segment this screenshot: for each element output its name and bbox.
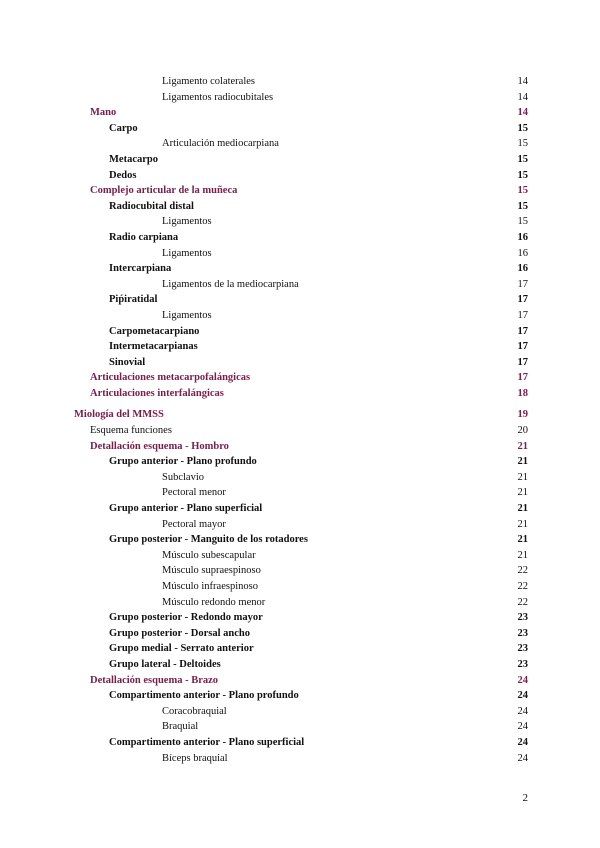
toc-entry-page: 15 [517,216,528,228]
toc-entry[interactable] [0,183,600,199]
toc-entry-title[interactable]: Carpo [109,122,138,134]
toc-entry[interactable] [0,386,600,402]
toc-entry-page: 23 [517,658,528,670]
toc-entry[interactable] [0,751,600,767]
toc-entry-page: 22 [517,596,528,608]
toc-entry-page: 21 [517,440,528,452]
toc-entry-title[interactable]: Subclavio [162,471,204,483]
toc-entry[interactable] [0,563,600,579]
toc-entry[interactable] [0,610,600,626]
toc-entry-title[interactable]: Piṕiratidal [109,294,158,306]
toc-entry[interactable] [0,735,600,751]
toc-entry-title[interactable]: Pectoral mayor [162,518,226,530]
toc-entry-title[interactable]: Intercarpiana [109,263,172,275]
toc-entry-title[interactable]: Compartimento anterior - Plano superficial [109,736,305,748]
toc-entry-page: 24 [517,705,528,717]
toc-entry[interactable] [0,579,600,595]
page-number: 2 [522,792,528,804]
toc-entry-page: 15 [517,138,528,150]
toc-entry-page: 17 [517,278,528,290]
toc-entry-page: 23 [517,643,528,655]
toc-entry[interactable] [0,152,600,168]
toc-entry-page: 16 [517,231,528,243]
toc-entry-title[interactable]: Sinovial [109,356,146,368]
toc-entry-title[interactable]: Músculo subescapular [162,549,256,561]
toc-entry-page: 21 [517,487,528,499]
toc-entry-title[interactable]: Dedos [109,169,137,181]
toc-entry-page: 16 [517,247,528,259]
toc-entry-title[interactable]: Grupo posterior - Dorsal ancho [109,627,250,639]
toc-entry-page: 24 [517,752,528,764]
toc-entry[interactable] [0,308,600,324]
toc-entry[interactable] [0,657,600,673]
toc-entry[interactable] [0,105,600,121]
toc-entry-title[interactable]: Ligamentos [162,216,212,228]
toc-entry-page: 14 [517,76,528,87]
toc-entry-title[interactable]: Grupo lateral - Deltoides [109,658,221,670]
toc-entry-title[interactable]: Compartimento anterior - Plano profundo [109,690,299,702]
toc-entry[interactable] [0,673,600,689]
toc-entry-page: 19 [517,409,528,421]
toc-entry[interactable] [0,246,600,262]
toc-entry-title[interactable]: Detallación esquema - Brazo [90,674,219,686]
toc-entry-page: 23 [517,612,528,624]
toc-entry-page: 18 [517,387,528,399]
toc-entry-title[interactable]: Grupo anterior - Plano superficial [109,503,263,515]
toc-entry-page: 15 [517,122,528,134]
toc-entry[interactable] [0,501,600,517]
toc-entry-page: 24 [517,736,528,748]
toc-entry-page: 15 [517,200,528,212]
toc-entry-page: 15 [517,153,528,165]
toc-entry[interactable] [0,136,600,152]
toc-entry-title[interactable]: Grupo medial - Serrato anterior [109,643,254,655]
toc-entry-title[interactable]: Ligamentos de la mediocarpiana [162,278,299,290]
toc-entry[interactable] [0,214,600,230]
toc-entry-title[interactable]: Intermetacarpianas [109,341,198,353]
toc-entry[interactable] [0,688,600,704]
table-of-contents [0,74,600,766]
toc-entry-title[interactable]: Articulaciones metacarpofalángicas [90,372,251,384]
toc-entry-page: 23 [517,627,528,639]
toc-entry-title[interactable]: Músculo supraespinoso [162,565,261,577]
toc-entry[interactable] [0,261,600,277]
toc-entry-title[interactable]: Radiocubital distal [109,200,194,212]
toc-entry-page: 24 [517,721,528,733]
toc-entry-title[interactable]: Esquema funciones [90,425,172,437]
toc-entry-page: 17 [517,294,528,306]
toc-entry[interactable] [0,277,600,293]
toc-entry-page: 17 [517,356,528,368]
toc-entry[interactable] [0,199,600,215]
toc-entry[interactable] [0,532,600,548]
toc-entry[interactable] [0,423,600,439]
toc-entry[interactable] [0,230,600,246]
toc-entry-title[interactable]: Músculo infraespinoso [162,581,258,592]
toc-entry-title[interactable]: Mano [90,107,117,119]
toc-entry[interactable] [0,470,600,486]
toc-entry[interactable] [0,641,600,657]
toc-entry-title[interactable]: Complejo articular de la muñeca [90,185,238,197]
toc-entry-title[interactable]: Braquial [162,721,199,733]
toc-entry-page: 14 [517,91,528,103]
toc-entry[interactable] [0,121,600,137]
toc-entry-page: 24 [517,674,528,686]
toc-entry-page: 22 [517,565,528,577]
toc-entry[interactable] [0,719,600,735]
toc-entry-title[interactable]: Grupo posterior - Redondo mayor [109,612,263,624]
toc-entry-title[interactable]: Ligamentos [162,247,212,259]
toc-entry[interactable] [0,324,600,340]
toc-entry-page: 16 [517,263,528,275]
toc-entry-title[interactable]: Bíceps braquial [162,752,228,764]
toc-entry[interactable] [0,292,600,308]
toc-entry[interactable] [0,370,600,386]
toc-entry[interactable] [0,454,600,470]
toc-entry-page: 15 [517,169,528,181]
toc-entry[interactable] [0,485,600,501]
toc-entry[interactable] [0,626,600,642]
toc-entry[interactable] [0,439,600,455]
toc-entry-page: 21 [517,549,528,561]
toc-entry-title[interactable]: Detallación esquema - Hombro [90,440,229,452]
toc-entry-title[interactable]: Grupo posterior - Manguito de los rotadores [109,534,308,546]
toc-entry-title[interactable]: Ligamentos [162,309,212,321]
toc-entry[interactable] [0,704,600,720]
toc-entry-page: 21 [517,534,528,546]
toc-entry-page: 22 [517,581,528,592]
toc-entry-page: 21 [517,503,528,515]
toc-entry-page: 21 [517,471,528,483]
toc-entry[interactable] [0,548,600,564]
toc-entry-page: 14 [517,107,528,119]
toc-entry-title[interactable]: Ligamentos radiocubitales [162,91,274,103]
toc-entry-page: 17 [517,372,528,384]
toc-entry-title[interactable]: Articulación mediocarpiana [162,138,279,150]
toc-entry[interactable] [0,595,600,611]
toc-entry-page: 17 [517,325,528,337]
toc-entry-title[interactable]: Ligamento colaterales [162,76,255,87]
toc-entry-page: 17 [517,341,528,353]
toc-entry-title[interactable]: Coracobraquial [162,705,227,717]
toc-entry-title[interactable]: Carpometacarpiano [109,325,200,337]
toc-entry-title[interactable]: Radio carpiana [109,231,179,243]
toc-entry-title[interactable]: Miología del MMSS [74,409,164,421]
toc-entry-page: 17 [517,309,528,321]
toc-entry[interactable] [0,339,600,355]
toc-entry-title[interactable]: Metacarpo [109,153,158,165]
toc-entry-page: 20 [517,425,528,437]
toc-entry-title[interactable]: Músculo redondo menor [162,596,266,608]
toc-entry[interactable] [0,74,600,90]
toc-entry[interactable] [0,90,600,106]
toc-entry-page: 21 [517,456,528,468]
toc-entry-title[interactable]: Articulaciones interfalángicas [90,387,224,399]
toc-entry[interactable] [0,168,600,184]
toc-entry-page: 21 [517,518,528,530]
toc-entry-page: 24 [517,690,528,702]
toc-entry-title[interactable]: Pectoral menor [162,487,226,499]
toc-entry[interactable] [0,407,600,423]
toc-entry[interactable] [0,517,600,533]
toc-entry[interactable] [0,355,600,371]
toc-entry-page: 15 [517,185,528,197]
toc-entry-title[interactable]: Grupo anterior - Plano profundo [109,456,257,468]
